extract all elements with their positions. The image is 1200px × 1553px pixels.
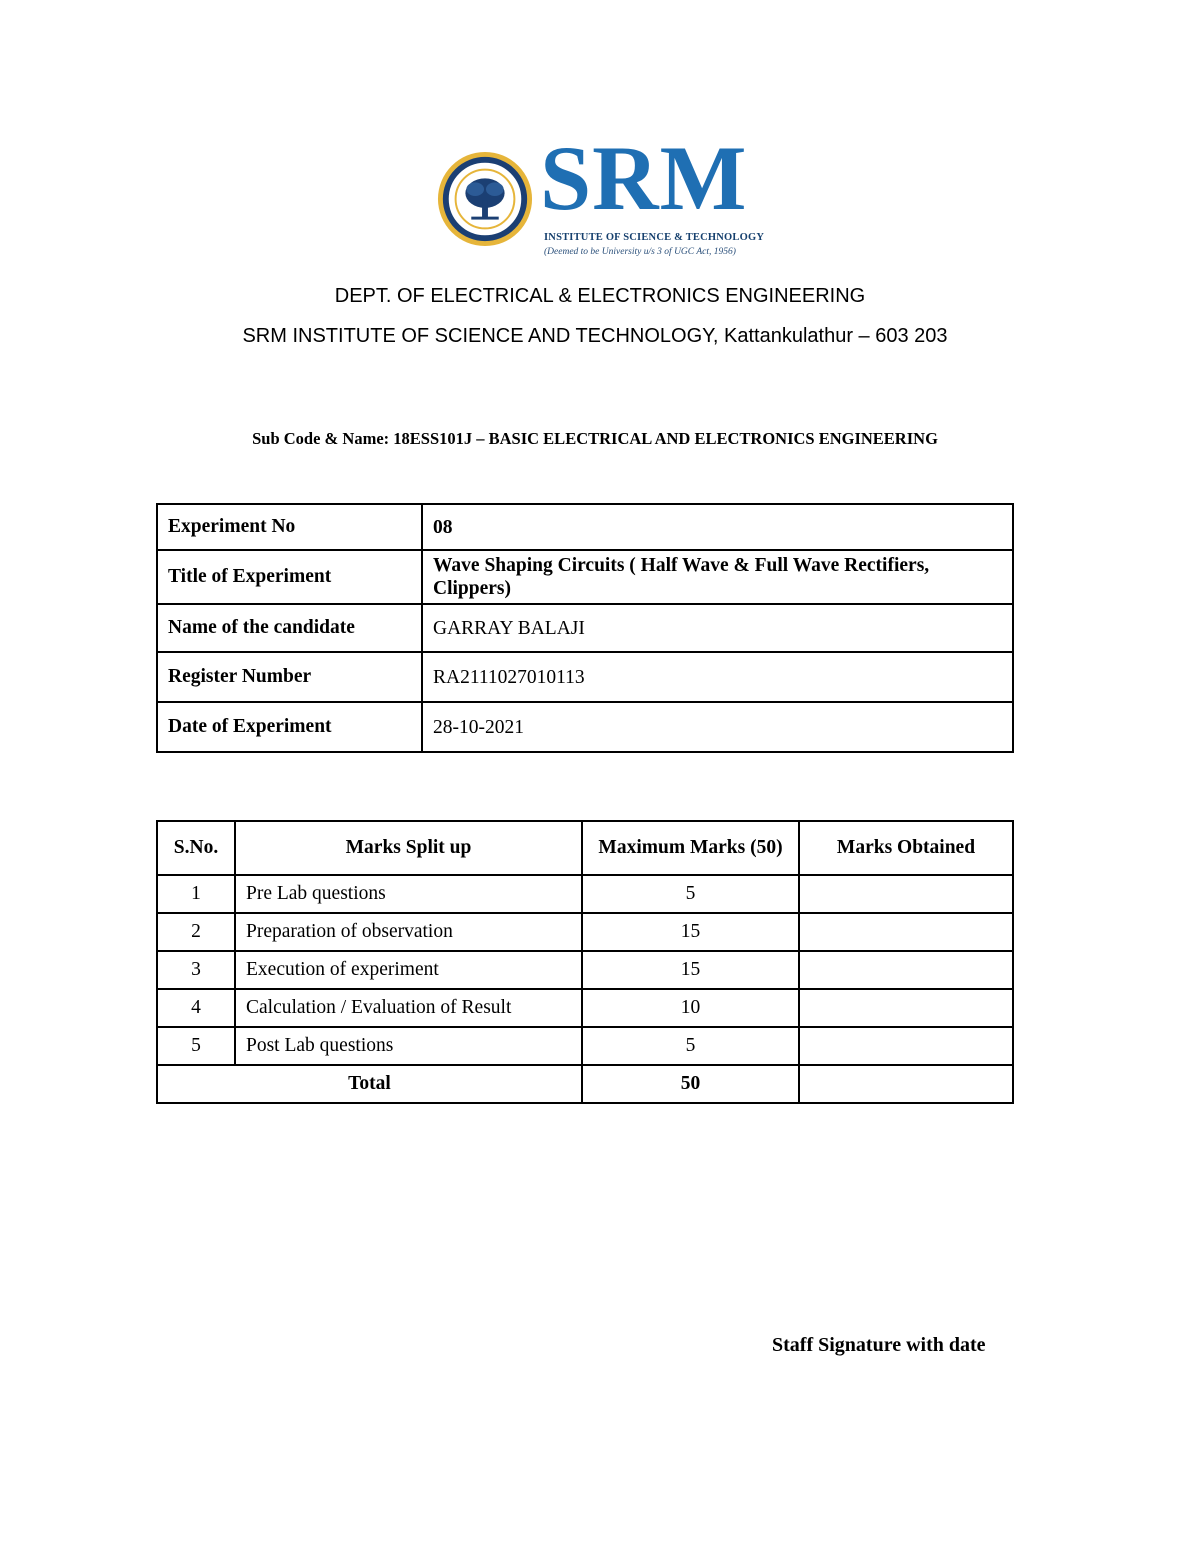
table-row <box>157 1027 1013 1065</box>
cell-max: 5 <box>582 1027 799 1065</box>
cell-split: Post Lab questions <box>235 1027 582 1065</box>
table-row <box>157 702 1013 752</box>
info-label: Experiment No <box>157 504 422 550</box>
srm-logo <box>436 127 766 262</box>
info-value: GARRAY BALAJI <box>422 604 1013 652</box>
col-header-obtained: Marks Obtained <box>799 821 1013 875</box>
cell-max: 5 <box>582 875 799 913</box>
table-row <box>157 951 1013 989</box>
table-row <box>157 913 1013 951</box>
col-header-max: Maximum Marks (50) <box>582 821 799 875</box>
col-header-split: Marks Split up <box>235 821 582 875</box>
cell-split: Preparation of observation <box>235 913 582 951</box>
info-value: 28-10-2021 <box>422 702 1013 752</box>
table-row <box>157 652 1013 702</box>
cell-split: Execution of experiment <box>235 951 582 989</box>
cell-max: 15 <box>582 913 799 951</box>
total-obtained <box>799 1065 1013 1103</box>
cell-sno: 5 <box>157 1027 235 1065</box>
cell-sno: 3 <box>157 951 235 989</box>
info-value: RA2111027010113 <box>422 652 1013 702</box>
info-label: Title of Experiment <box>157 550 422 604</box>
table-row <box>157 989 1013 1027</box>
table-row <box>157 504 1013 550</box>
table-row <box>157 550 1013 604</box>
cell-split: Pre Lab questions <box>235 875 582 913</box>
staff-signature-label: Staff Signature with date <box>772 1334 986 1356</box>
total-label: Total <box>157 1065 582 1103</box>
cell-obtained <box>799 875 1013 913</box>
university-seal-icon <box>436 150 534 248</box>
cell-sno: 1 <box>157 875 235 913</box>
logo-subtitle-deemed: (Deemed to be University u/s 3 of UGC Act, 1956) <box>544 247 736 257</box>
cell-max: 15 <box>582 951 799 989</box>
cell-obtained <box>799 913 1013 951</box>
srm-wordmark: SRM <box>540 127 748 229</box>
cell-max: 10 <box>582 989 799 1027</box>
logo-subtitle: INSTITUTE OF SCIENCE & TECHNOLOGY <box>544 232 765 243</box>
info-label: Register Number <box>157 652 422 702</box>
table-total-row <box>157 1065 1013 1103</box>
table-row <box>157 604 1013 652</box>
marks-table <box>156 820 1014 1104</box>
cell-obtained <box>799 989 1013 1027</box>
institute-heading: SRM INSTITUTE OF SCIENCE AND TECHNOLOGY, Kattankulathur – 603 203 <box>242 325 948 347</box>
total-max: 50 <box>582 1065 799 1103</box>
info-value: Wave Shaping Circuits ( Half Wave & Full Wave Rectifiers, Clippers) <box>422 550 1013 604</box>
info-value: 08 <box>422 504 1013 550</box>
cell-obtained <box>799 951 1013 989</box>
department-heading: DEPT. OF ELECTRICAL & ELECTRONICS ENGINEERING <box>334 285 866 307</box>
cell-sno: 2 <box>157 913 235 951</box>
info-label: Date of Experiment <box>157 702 422 752</box>
table-row <box>157 875 1013 913</box>
info-label: Name of the candidate <box>157 604 422 652</box>
cell-obtained <box>799 1027 1013 1065</box>
cell-sno: 4 <box>157 989 235 1027</box>
experiment-info-table <box>156 503 1014 753</box>
col-header-sno: S.No. <box>157 821 235 875</box>
cell-split: Calculation / Evaluation of Result <box>235 989 582 1027</box>
subject-code-name: Sub Code & Name: 18ESS101J – BASIC ELECTRICAL AND ELECTRONICS ENGINEERING <box>252 429 938 448</box>
table-header-row <box>157 821 1013 875</box>
